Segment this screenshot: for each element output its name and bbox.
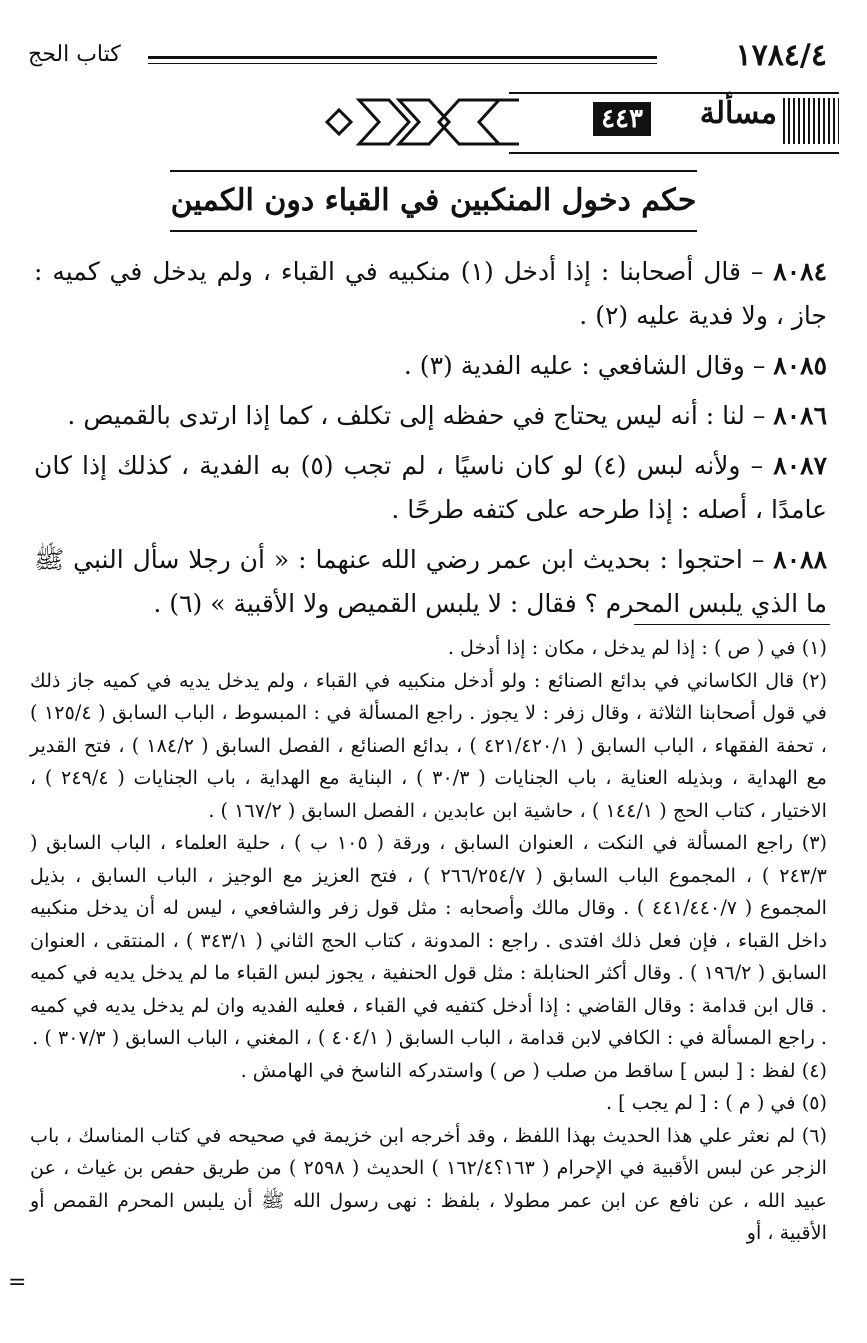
paragraph (34, 394, 827, 438)
paragraph (34, 250, 827, 338)
paragraph-number: ٨٠٨٤ (773, 257, 827, 286)
paragraph-number: ٨٠٨٦ (773, 401, 827, 430)
footnote: (٤) لفظ : [ لبس ] ساقط من صلب ( ص ) واستدركه الناسخ في الهامش . (240, 1058, 827, 1082)
header-rule (148, 56, 657, 64)
ornament-icon (319, 90, 519, 154)
footnote: (٥) في ( م ) : [ لم يجب ] . (605, 1091, 827, 1114)
continuation-mark: = (8, 1270, 27, 1295)
paragraph (34, 444, 827, 532)
paragraph (34, 538, 827, 626)
paragraph-text: – ولأنه لبس (٤) لو كان ناسيًا ، لم تجب (٥) به الفدية ، كذلك إذا كان عامدًا ، أصله : إذا طرحه على كتفه طرحًا . (34, 451, 827, 524)
paragraph (34, 344, 827, 388)
paragraph-number: ٨٠٨٥ (773, 351, 827, 380)
paragraph-number: ٨٠٨٨ (773, 545, 827, 574)
main-text (34, 250, 827, 632)
hatch-decoration (783, 98, 839, 144)
footnote-divider (634, 624, 830, 625)
running-header (28, 38, 827, 78)
paragraph-text: – احتجوا : بحديث ابن عمر رضي الله عنهما : « أن رجلا سأل النبي ﷺ ما الذي يلبس المحرم ؟ فقال : لا يلبس القميص ولا الأقبية » (٦) . (34, 545, 827, 618)
paragraph-text: – قال أصحابنا : إذا أدخل (١) منكبيه في القباء ، ولم يدخل في كميه : جاز ، ولا فدية عليه (٢) . (34, 257, 827, 330)
masala-banner (319, 92, 839, 162)
footnote: (١) في ( ص ) : إذا لم يدخل ، مكان : إذا أدخل . (447, 636, 827, 659)
footnote: (٣) راجع المسألة في النكت ، العنوان السابق ، ورقة ( ١٠٥ ب ) ، حلية العلماء ، الباب السابق ( ٢٤٣/٣ ) ، المجموع الباب السابق ( ٢٦٦/٢٥٤/٧ ) ، فتح العزيز مع الوجيز ، الباب السابق ، بذيل المجموع ( ٤٤١/٤٤٠/٧ ) . وقال مالك وأصحابه : مثل قول زفر والشافعي ، ليس له أن يدخل منكبيه داخل القباء ، فإن فعل ذلك افتدى . راجع : المدونة ، كتاب الحج الثاني ( ٣٤٣/١ ) ، المنتقى ، العنوان السابق ( ١٩٦/٢ ) . وقال أكثر الحنابلة : مثل قول الحنفية ، يجوز لبس القباء ما لم يدخل يديه في كميه . قال ابن قدامة : وقال القاضي : إذا أدخل كتفيه في القباء ، فعليه الفديه وان لم يدخل يديه في كميه . راجع المسألة في : الكافي لابن قدامة ، الباب السابق ( ٤٠٤/١ ) ، المغني ، الباب السابق ( ٣٠٧/٣ ) . (30, 831, 827, 1049)
masala-number: ٤٤٣ (593, 102, 651, 136)
title-rule-top (170, 170, 697, 172)
masala-label: مسألة (699, 96, 777, 131)
page-number: ١٧٨٤/٤ (735, 38, 827, 73)
footnote: (٦) لم نعثر علي هذا الحديث بهذا اللفظ ، وقد أخرجه ابن خزيمة في صحيحه في كتاب المناسك ، باب الزجر عن لبس الأقبية في الإحرام ( ١٦٣؟١٦٢/٤ ) الحديث ( ٢٥٩٨ ) من طريق حفص بن غياث ، عن عبيد الله ، عن نافع عن ابن عمر مطولا ، بلفظ : نهى رسول الله ﷺ أن يلبس المحرم القمص أو الأقبية ، أو (30, 1123, 827, 1244)
section-title-block (170, 170, 697, 232)
paragraph-text: – لنا : أنه ليس يحتاج في حفظه إلى تكلف ، كما إذا ارتدى بالقميص . (67, 401, 774, 430)
book-name: كتاب الحج (28, 42, 121, 67)
paragraph-text: – وقال الشافعي : عليه الفدية (٣) . (403, 351, 774, 380)
paragraph-number: ٨٠٨٧ (773, 451, 827, 480)
title-rule-bottom (170, 230, 697, 232)
footnotes (30, 632, 827, 1250)
footnote: (٢) قال الكاساني في بدائع الصنائع : ولو أدخل منكبيه في القباء ، ولم يدخل يديه في كميه جاز ذلك في قول أصحابنا الثلاثة ، وقال زفر : لا يجوز . راجع المسألة في : المبسوط ، الباب السابق ( ١٢٥/٤ ) ، تحفة الفقهاء ، الباب السابق ( ٤٢١/٤٢٠/١ ) ، بدائع الصنائع ، الفصل السابق ( ١٨٤/٢ ) ، فتح القدير مع الهداية ، وبذيله العناية ، باب الجنايات ( ٣٠/٣ ) ، البناية مع الهداية ، باب الجنايات ( ٢٤٩/٤ ) ، الاختيار ، كتاب الحج ( ١٤٤/١ ) ، حاشية ابن عابدين ، الفصل السابق ( ١٦٧/٢ ) . (30, 668, 827, 822)
section-title: حكم دخول المنكبين في القباء دون الكمين (170, 183, 697, 218)
